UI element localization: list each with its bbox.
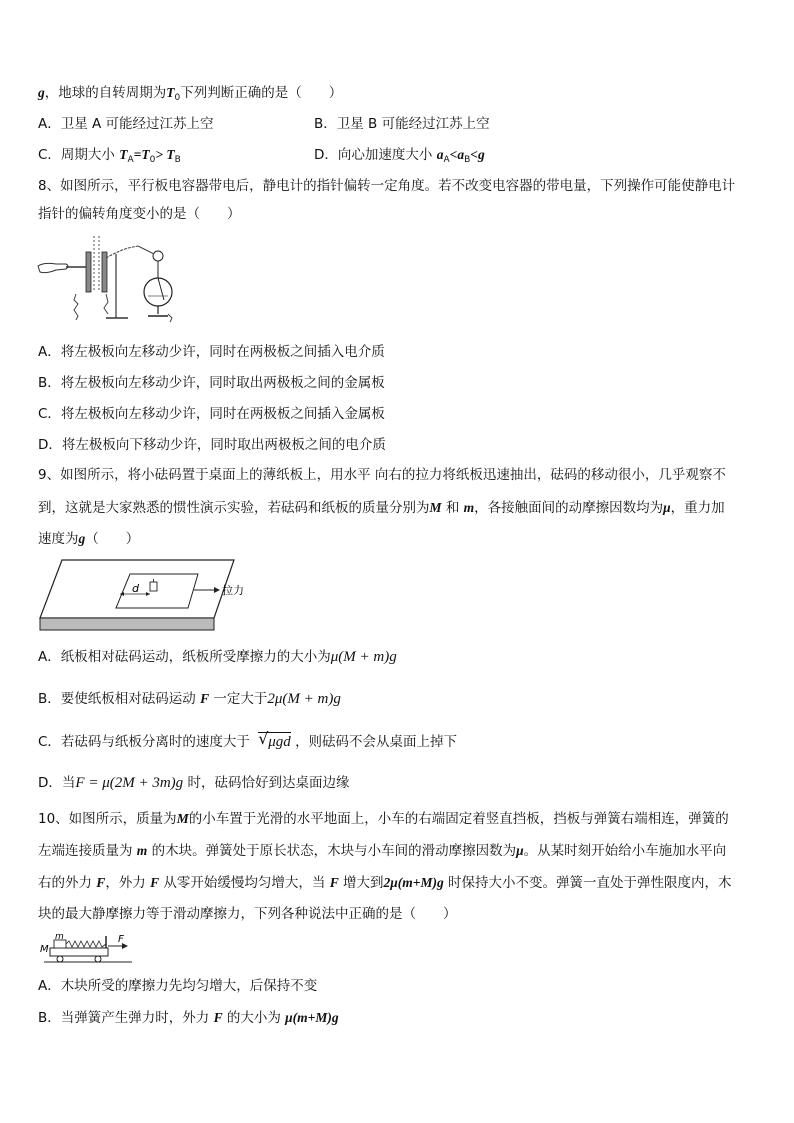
q7-option-b: B．卫星 B 可能经过江苏上空 [314, 116, 490, 132]
sqrt-icon: √ [258, 729, 269, 748]
q10-stem-line3: 右的外力 F，外力 F 从零开始缓慢均匀增大，当 F 增大到2μ(m+M)g 时保持大小不变。弹簧一直处于弹性限度内，木 [38, 875, 732, 891]
inertia-figure [38, 558, 253, 634]
q7-option-a: A．卫星 A 可能经过江苏上空 [38, 116, 214, 132]
q9-option-a: A．纸板相对砝码运动，纸板所受摩擦力的大小为μ(M + m)g [38, 649, 397, 665]
spring [66, 941, 106, 947]
q10-stem-line4: 块的最大静摩擦力等于滑动摩擦力，下列各种说法中正确的是（ ） [38, 906, 457, 922]
q8-stem-line1: 8、如图所示，平行板电容器带电后，静电计的指针偏转一定角度。若不改变电容器的带电量，下列操作可能使静电计 [38, 178, 736, 194]
cart-spring-figure [38, 930, 138, 966]
q9-stem-line2: 到，这就是大家熟悉的惯性演示实验，若砝码和纸板的质量分别为M 和 m，各接触面间的动摩擦因数均为μ，重力加 [38, 500, 725, 516]
label-m: m [55, 932, 64, 942]
q8-option-c: C．将左极板向左移动少许，同时在两极板之间插入金属板 [38, 406, 385, 422]
q7-stem: g，地球的自转周期为$T_0$下列判断正确的是（ ） [38, 85, 343, 103]
q9-option-b: B．要使纸板相对砝码运动 F 一定大于2μ(M + m)g [38, 691, 341, 707]
q9-stem-line3: 速度为g（ ） [38, 531, 140, 547]
cart-body [50, 948, 108, 956]
q9-option-d: D．当F = μ(2M + 3m)g 时，砝码恰好到达桌面边缘 [38, 775, 350, 791]
q10-stem-line2: 左端连接质量为 m 的木块。弹簧处于原长状态，木块与小车间的滑动摩擦因数为μ。从某时刻开始给小车施加水平向 [38, 843, 727, 859]
q8-option-d: D．将左极板向下移动少许，同时取出两极板之间的电介质 [38, 437, 386, 453]
table-edge [40, 618, 214, 630]
q7-option-c: C．周期大小 $T_A=T_0> T_B$ [38, 147, 181, 165]
q8-stem-line2: 指针的偏转角度变小的是（ ） [38, 206, 241, 222]
left-plate [86, 252, 91, 292]
q8-option-a: A．将左极板向左移动少许，同时在两极板之间插入电介质 [38, 344, 385, 360]
label-M: M [40, 944, 49, 955]
q8-option-b: B．将左极板向左移动少许，同时取出两极板之间的金属板 [38, 375, 385, 391]
sqrt-expression: √ μgd [258, 729, 291, 750]
electrometer-figure [36, 234, 186, 326]
q7-option-d: D．向心加速度大小 $a_A<a_B<g$ [314, 147, 485, 165]
q9-stem-line1: 9、如图所示，将小砝码置于桌面上的薄纸板上，用水平 向右的拉力将纸板迅速抽出，砝码的移动很小，几乎观察不 [38, 467, 726, 483]
label-force: 拉力 [222, 584, 244, 597]
hand-drawing [38, 263, 68, 272]
label-d: d [132, 582, 139, 595]
q9-option-c: C．若砝码与纸板分离时的速度大于 √ μgd ，则砝码不会从桌面上掉下 [38, 729, 458, 750]
q10-option-a: A．木块所受的摩擦力先均匀增大，后保持不变 [38, 978, 318, 994]
wheel-right [95, 956, 101, 962]
wheel-left [57, 956, 63, 962]
q10-stem-line1: 10、如图所示，质量为M的小车置于光滑的水平地面上，小车的右端固定着竖直挡板，挡板与弹簧右端相连，弹簧的 [38, 811, 729, 827]
label-F: F [118, 934, 124, 945]
weight [150, 582, 157, 591]
q10-option-b: B．当弹簧产生弹力时，外力 F 的大小为 μ(m+M)g [38, 1010, 339, 1026]
electrometer-case [144, 278, 172, 306]
